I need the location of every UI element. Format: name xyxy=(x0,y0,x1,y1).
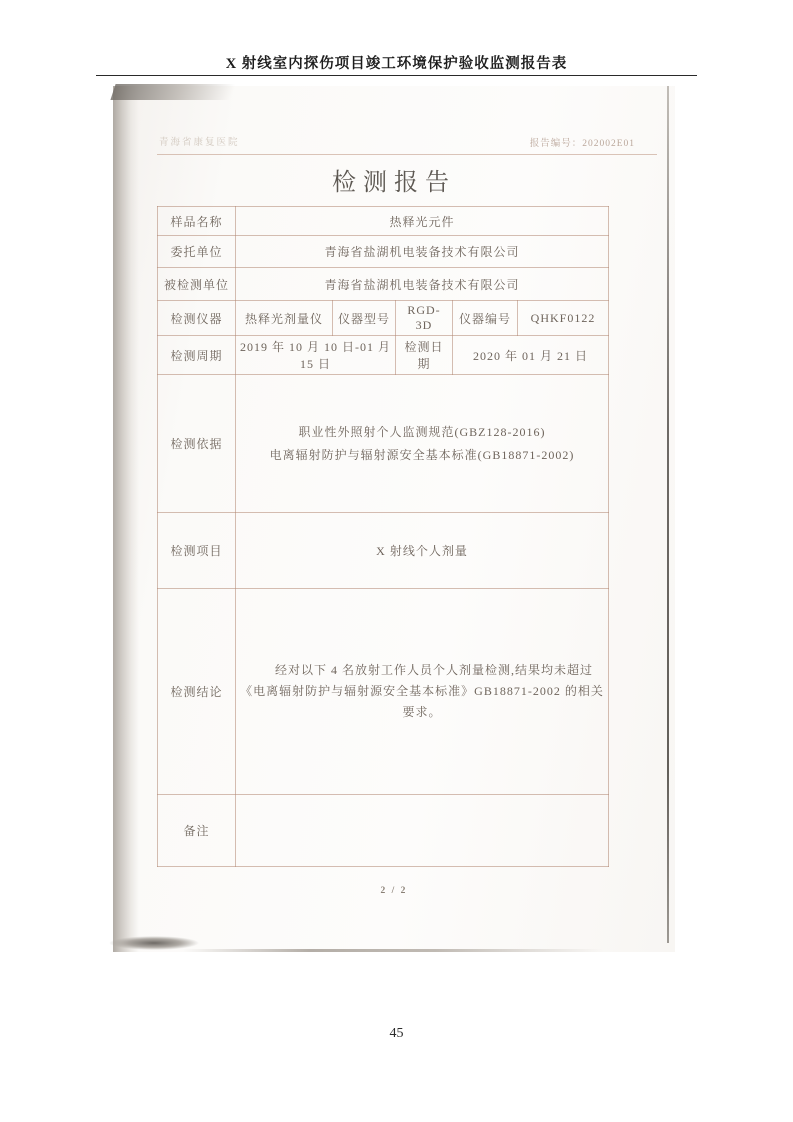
conclusion-value xyxy=(236,589,609,795)
tested-unit-label: 被检测单位 xyxy=(158,268,236,301)
table-row xyxy=(158,207,609,236)
basis-line-1: 职业性外照射个人监测规范(GBZ128-2016) xyxy=(298,424,546,439)
table-row xyxy=(158,268,609,301)
table-row xyxy=(158,236,609,268)
date-value: 2020 年 01 月 21 日 xyxy=(453,336,609,375)
report-number: 报告编号：202002E01 xyxy=(529,139,635,149)
sample-name-label: 样品名称 xyxy=(158,207,236,236)
date-label: 检测日期 xyxy=(396,336,453,375)
table-row xyxy=(158,795,609,867)
scan-topleft-shadow xyxy=(110,84,235,100)
scanned-report-page xyxy=(113,86,675,952)
report-title: 检测报告 xyxy=(332,169,456,196)
conclusion-label: 检测结论 xyxy=(158,589,236,795)
header-rule xyxy=(96,75,697,76)
remark-value xyxy=(236,795,609,867)
client-value: 青海省盐湖机电装备技术有限公司 xyxy=(236,236,609,268)
basis-value xyxy=(236,375,609,513)
table-row xyxy=(158,589,609,795)
instrument-label: 检测仪器 xyxy=(158,301,236,336)
sample-name-value: 热释光元件 xyxy=(236,207,609,236)
report-table xyxy=(157,206,609,867)
letterhead xyxy=(157,132,657,155)
scan-bottom-page-edge xyxy=(183,949,603,952)
table-row xyxy=(158,513,609,589)
instrument-value: 热释光剂量仪 xyxy=(236,301,333,336)
scan-right-page-edge xyxy=(667,86,669,943)
items-value: X 射线个人剂量 xyxy=(236,513,609,589)
table-row xyxy=(158,375,609,513)
conclusion-text: 经对以下 4 名放射工作人员个人剂量检测,结果均未超过《电离辐射防护与辐射源安全基本标准》GB18871-2002 的相关要求。 xyxy=(240,663,604,719)
tested-unit-value: 青海省盐湖机电装备技术有限公司 xyxy=(236,268,609,301)
period-value: 2019 年 10 月 10 日-01 月 15 日 xyxy=(236,336,396,375)
scan-page-indicator: 2 / 2 xyxy=(380,886,408,896)
serial-label: 仪器编号 xyxy=(453,301,518,336)
remark-label: 备注 xyxy=(158,795,236,867)
model-value: RGD-3D xyxy=(396,301,453,336)
serial-value: QHKF0122 xyxy=(518,301,609,336)
model-label: 仪器型号 xyxy=(333,301,396,336)
items-label: 检测项目 xyxy=(158,513,236,589)
page-number: 45 xyxy=(389,1026,404,1041)
table-row xyxy=(158,336,609,375)
basis-line-2: 电离辐射防护与辐射源安全基本标准(GB18871-2002) xyxy=(269,447,575,462)
period-label: 检测周期 xyxy=(158,336,236,375)
scan-left-shadow xyxy=(113,86,139,952)
basis-label: 检测依据 xyxy=(158,375,236,513)
document-title: X 射线室内探伤项目竣工环境保护验收监测报告表 xyxy=(225,56,568,72)
table-row xyxy=(158,301,609,336)
organization-name: 青海省康复医院 xyxy=(159,138,240,148)
scan-bottomleft-shadow xyxy=(109,936,199,950)
client-label: 委托单位 xyxy=(158,236,236,268)
